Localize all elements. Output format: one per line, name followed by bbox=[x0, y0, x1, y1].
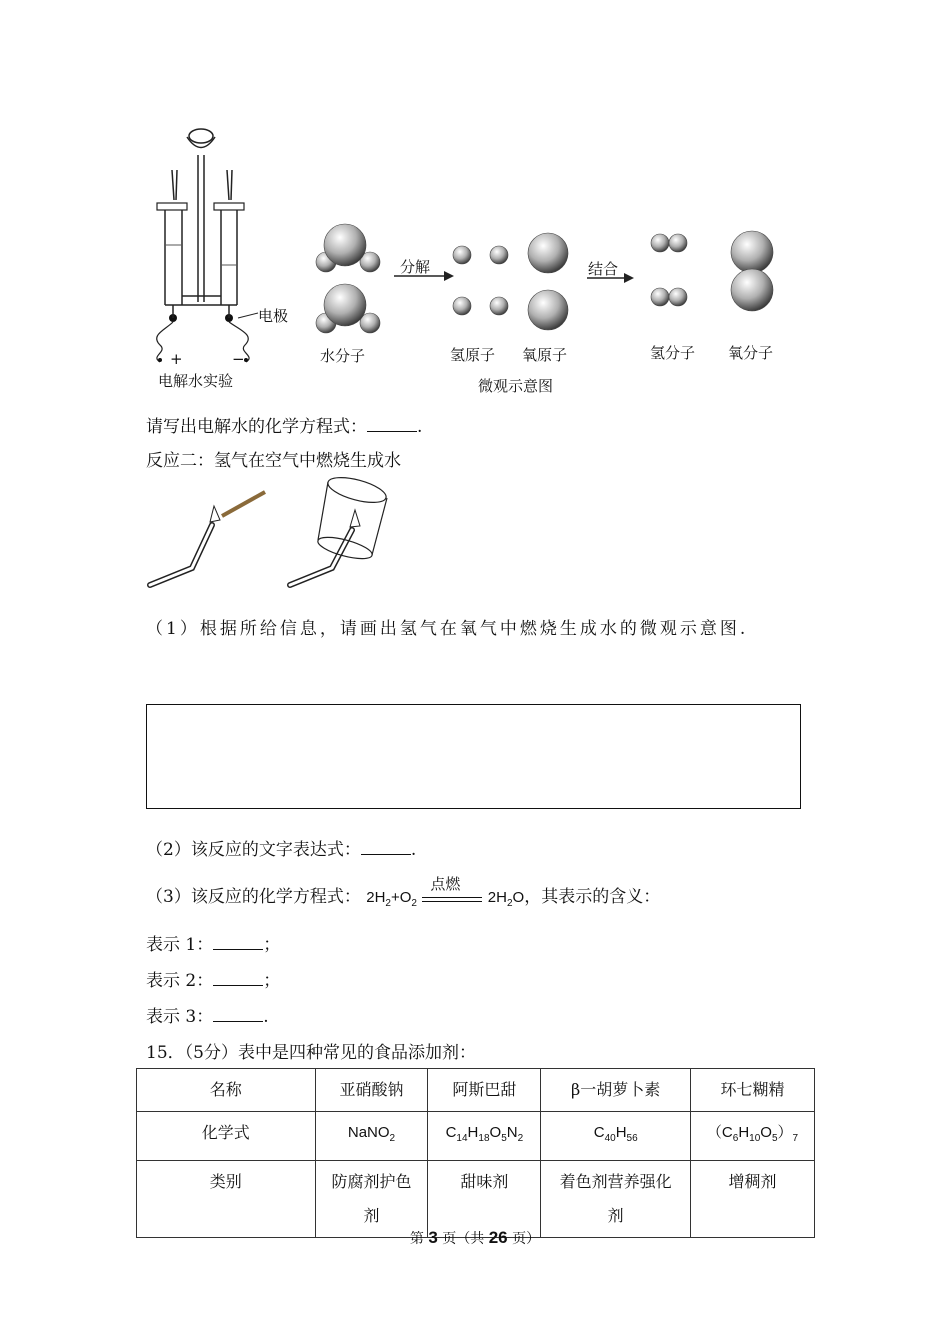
hydrogen-molecule-label: 氢分子 bbox=[650, 344, 696, 362]
condition-label: 点燃 bbox=[430, 875, 461, 893]
meaning-2: 表示 2： ； bbox=[146, 971, 281, 991]
water-molecule-label: 水分子 bbox=[320, 347, 366, 365]
question-1: （1）根据所给信息，请画出氢气在氧气中燃烧生成水的微观示意图. bbox=[146, 619, 749, 639]
answer-blank[interactable] bbox=[213, 935, 263, 950]
current-page: 3 bbox=[428, 1228, 438, 1247]
row-header-category: 类别 bbox=[137, 1161, 316, 1238]
oxygen-atom-label: 氧原子 bbox=[522, 346, 568, 364]
electrolysis-equation-question: 请写出电解水的化学方程式： . bbox=[146, 417, 423, 437]
formula-cyclodextrin: $(C_6H_{10}O_5)_7$ bbox=[691, 1112, 815, 1161]
table-row bbox=[137, 1161, 815, 1238]
equals-sign bbox=[422, 897, 482, 902]
answer-blank[interactable] bbox=[213, 971, 263, 986]
row-header-formula: 化学式 bbox=[137, 1112, 316, 1161]
products: $2H_2O$ bbox=[487, 889, 525, 909]
additive-category: 甜味剂 bbox=[428, 1161, 541, 1238]
arrow-combine-label: 结合 bbox=[588, 260, 619, 278]
question-3: （3）该反应的化学方程式： $2H_2+O_2$ 点燃 $2H_2O$，其表示的含义： bbox=[146, 875, 661, 909]
additive-name: 环七糊精 bbox=[691, 1069, 815, 1112]
meaning-1: 表示 1： ； bbox=[146, 935, 281, 955]
arrow-decompose-label: 分解 bbox=[400, 258, 431, 276]
additive-name: 阿斯巴甜 bbox=[428, 1069, 541, 1112]
additive-name: β一胡萝卜素 bbox=[541, 1069, 691, 1112]
question-2: （2）该反应的文字表达式： . bbox=[146, 840, 417, 860]
reactants: $2H_2+O_2$ bbox=[366, 889, 417, 909]
negative-terminal-label: − bbox=[232, 350, 245, 368]
additive-category: 增稠剂 bbox=[691, 1161, 815, 1238]
drawing-answer-box[interactable] bbox=[146, 704, 801, 809]
table-row bbox=[137, 1069, 815, 1112]
positive-terminal-label: + bbox=[170, 350, 183, 368]
meaning-3: 表示 3： . bbox=[146, 1007, 269, 1027]
additive-category: 防腐剂护色剂 bbox=[315, 1161, 428, 1238]
formula-beta-carotene: $C_{40}H_{56}$ bbox=[541, 1112, 691, 1161]
formula-sodium-nitrite: NaNO$_2$ bbox=[315, 1112, 428, 1161]
formula-aspartame: $C_{14}H_{18}O_5N_2$ bbox=[428, 1112, 541, 1161]
reaction-condition bbox=[422, 875, 482, 902]
question-15: 15．（5分）表中是四种常见的食品添加剂： bbox=[146, 1043, 476, 1063]
electrode-label: 电极 bbox=[258, 307, 289, 325]
additive-name: 亚硝酸钠 bbox=[315, 1069, 428, 1112]
additive-category: 着色剂营养强化剂 bbox=[541, 1161, 691, 1238]
apparatus-caption: 电解水实验 bbox=[158, 372, 234, 390]
reaction-two-heading: 反应二：氢气在空气中燃烧生成水 bbox=[146, 451, 401, 471]
table-row bbox=[137, 1112, 815, 1161]
answer-blank[interactable] bbox=[361, 840, 411, 855]
micro-diagram-caption: 微观示意图 bbox=[478, 377, 554, 395]
oxygen-molecule-label: 氧分子 bbox=[728, 344, 774, 362]
total-pages: 26 bbox=[488, 1228, 508, 1247]
answer-blank[interactable] bbox=[213, 1007, 263, 1022]
page-footer: 第 3 页（共 26 页） bbox=[409, 1228, 541, 1247]
hydrogen-atom-label: 氢原子 bbox=[450, 346, 496, 364]
food-additives-table bbox=[136, 1068, 815, 1238]
row-header-name: 名称 bbox=[137, 1069, 316, 1112]
